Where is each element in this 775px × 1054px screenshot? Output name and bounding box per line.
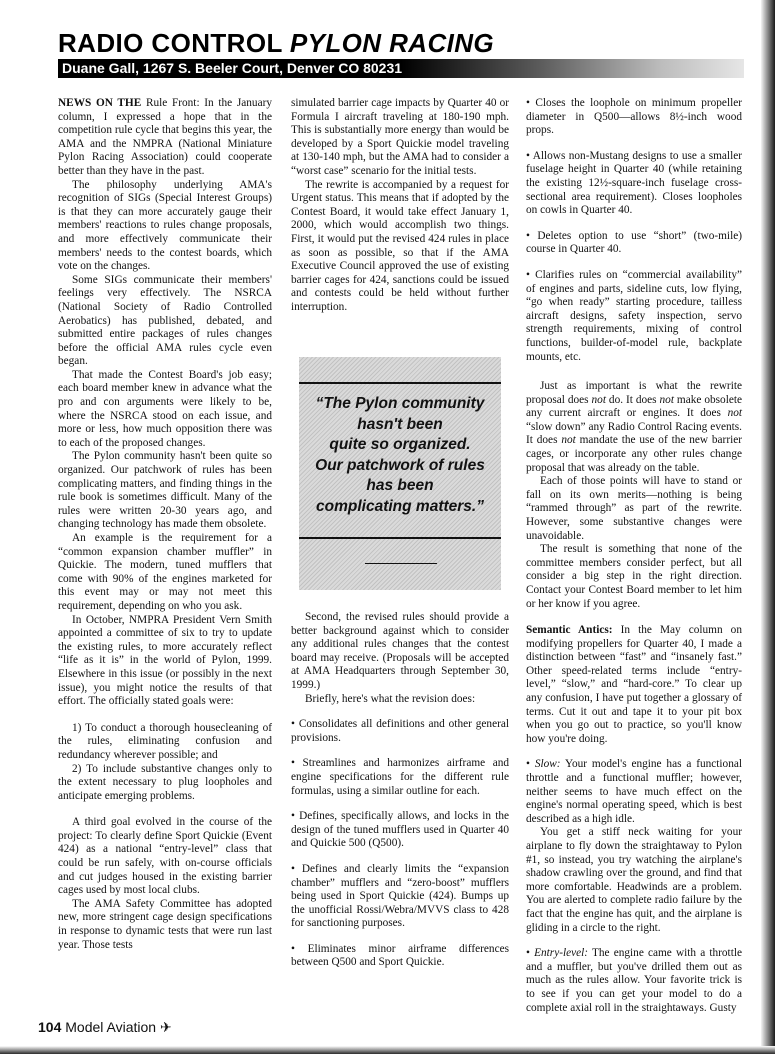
section-lead: Semantic Antics: — [526, 624, 613, 637]
pull-quote-line: hasn't been — [357, 415, 443, 433]
title-italic: PYLON RACING — [289, 28, 495, 58]
column-1 — [58, 97, 272, 952]
paragraph: The AMA Safety Committee has adopted new, more stringent cage design specifications in response to dynamic tests that were run last year. Those tests — [58, 897, 272, 951]
emphasis: not — [727, 407, 742, 420]
bullet-item: • Defines, specifically allows, and locks in the design of the tuned mufflers used in Quarter 40 and Quickie 500 (Q500). — [291, 810, 509, 850]
byline-text: Duane Gall, 1267 S. Beeler Court, Denver CO 80231 — [62, 60, 403, 76]
page-footer — [38, 1019, 172, 1036]
goal-item: 1) To conduct a thorough housecleaning of the rules, eliminating confusion and redundancy wherever possible; and — [58, 721, 272, 761]
paragraph — [526, 624, 742, 746]
emphasis: not — [659, 393, 674, 406]
lead-in: NEWS ON THE — [58, 97, 142, 109]
page-number: 104 — [38, 1019, 62, 1035]
paragraph: The rewrite is accompanied by a request for Urgent status. This means that if adopted by the Contest Board, it would take effect January 1, 2000, which would accomplish two things. First, it would put the revised 424 rules in place as soon as possible, so that if the AMA Executive Council approved the use of existing barrier cages for 424, sanctions could be issued and contests could be held without further interruption. — [291, 178, 509, 313]
glossary-item: • Slow: Your model's engine has a functional throttle and a functional muffler; however, neither seems to have much effect on the engine's normal operating speed, which is best described as a high idle. — [526, 758, 742, 825]
bullet-item: • Consolidates all definitions and other general provisions. — [291, 718, 509, 744]
bullet-item: • Clarifies rules on “commercial availability” of engines and parts, sideline cuts, low flying, “go when ready” starting procedure, tailless aircraft designs, safety inspection, servo strength requirements, mixing of control functions, builder-of-model rule, backplate mounts, etc. — [526, 268, 742, 363]
pull-quote — [299, 357, 501, 590]
airplane-icon: ✈ — [159, 1019, 172, 1035]
magazine-name: Model Aviation — [65, 1019, 157, 1035]
text-run: make obsolete any current aircraft or engines. It does — [526, 393, 742, 420]
page-edge-right — [761, 0, 775, 1054]
column-3-bottom — [526, 380, 742, 1015]
paragraph: An example is the requirement for a “common expansion chamber muffler” in Quickie. The modern, tuned mufflers that come with 90% of the engines marketed for this event may or may not meet this requirement, depending on who you ask. — [58, 532, 272, 612]
glossary-term: Entry-level: — [534, 947, 589, 960]
column-2-top — [291, 97, 509, 315]
paragraph: You get a stiff neck waiting for your airplane to fly down the straightaway to Pylon #1, so instead, you try watching the airplane's shadow crawling over the ground, and find that more comfortable. Headwinds are a problem. You are alerted to complete radio failure by the fact that the engine has quit, and the airplane is gliding in a circle to the right. — [526, 826, 742, 934]
paragraph: simulated barrier cage impacts by Quarter 40 or Formula I aircraft traveling at 180-190 mph. This is substantially more energy than would be developed by a Sport Quickie model traveling at 130-140 mph, but the AMA had to consider a “worst case” scenario for the initial tests. — [291, 97, 509, 177]
column-2-bottom — [291, 611, 509, 970]
pull-quote-line: Our patchwork of rules — [315, 456, 485, 474]
paragraph: The philosophy underlying AMA's recognition of SIGs (Special Interest Groups) is that they can more accurately gauge their members' reactions to rules change proposals, and more effectively communicate their members' needs to the contest boards, which vote on the changes. — [58, 178, 272, 273]
bullet-item: • Deletes option to use “short” (two-mile) course in Quarter 40. — [526, 229, 742, 256]
page-edge-bottom — [0, 1046, 775, 1054]
glossary-item: • Entry-level: The engine came with a throttle and a muffler, but you've drilled them out as much as the rules allow. Your favorite trick is to see if you can get your model to do a complete axial roll in the straightaways. Gusty — [526, 947, 742, 1014]
paragraph: Second, the revised rules should provide a better background against which to consider any additional rules changes that the contest board may receive. (Proposals will be accepted at AMA Headquarters through September 30, 1999.) — [291, 611, 509, 691]
paragraph — [526, 380, 742, 475]
bullet-item: • Defines and clearly limits the “expansion chamber” mufflers and “zero-boost” mufflers being used in Sport Quickie (424). Bumps up the unofficial Rossi/Webra/MVVS class to 428 for sanctioning purposes. — [291, 862, 509, 930]
bullet-item: • Closes the loophole on minimum propeller diameter in Q500—allows 8½-inch wood props. — [526, 97, 742, 137]
glossary-term: Slow: — [534, 758, 561, 771]
pull-quote-line: “The Pylon community — [315, 395, 485, 412]
paragraph: Some SIGs communicate their members' feelings very effectively. The NSRCA (National Society of Radio Controlled Aerobatics) has published, debated, and submitted entire packages of rules changes before the official AMA rules cycle even began. — [58, 273, 272, 368]
emphasis: not — [561, 434, 576, 447]
text-run: In the May column on modifying propellers for Quarter 40, I made a distinction between “fast” and “insanely fast.” Other speed-related terms include “entry-level,” “slow,” and “hard-core.” To clear up any confusion, I have put together a glossary of terms. Cut it out and tape it to your pit box when you go out to practice, so you'll know how you're doing. — [526, 624, 742, 745]
bullet-item: • Allows non-Mustang designs to use a smaller fuselage height in Quarter 40 (while retaining the existing 12½-square-inch fuselage cross-sectional area requirement). Closes loopholes on cowls in Quarter 40. — [526, 149, 742, 217]
text-run: The engine came with a throttle and a muffler, but you've drilled them out as much as the rules allow. Your favorite trick is to see if you can get your model to do a complete axial roll in the straightaways. Gusty — [526, 947, 742, 1014]
paragraph: Each of those points will have to stand or fall on its own merits—nothing is being “rammed through” as part of the rewrite. However, some substantive changes were unavoidable. — [526, 475, 742, 542]
paragraph: A third goal evolved in the course of the project: To clearly define Sport Quickie (Event 424) as a national “entry-level” class that could be run safely, with on-course officials and cut judges housed in the existing barrier cages used by most local clubs. — [58, 816, 272, 897]
bullet-item: • Streamlines and harmonizes airframe and engine specifications for the different rule formulas, using a similar outline for each. — [291, 757, 509, 797]
text-run: “slow down” any Radio Control Racing events. It does — [526, 420, 742, 447]
pull-quote-rule-bottom — [299, 537, 501, 539]
text-run: Just as important is what the rewrite proposal does — [526, 380, 742, 406]
byline-bar — [58, 59, 744, 78]
paragraph: The Pylon community hasn't been quite so organized. Our patchwork of rules has been complicating matters, and finding things in the rule book is sometimes difficult. Many of the rules were written 20-30 years ago, and changing technology has made them obsolete. — [58, 450, 272, 531]
column-3-top — [526, 97, 742, 364]
pull-quote-rule-top — [299, 382, 501, 384]
paragraph: In October, NMPRA President Vern Smith appointed a committee of six to try to update the existing rules, to more accurately reflect “life as it is” in the world of Pylon, 1999. Elsewhere in this issue (or possibly in the next issue), you might notice the results of that effort. The officially stated goals were: — [58, 613, 272, 708]
bullet-item: • Eliminates minor airframe differences between Q500 and Sport Quickie. — [291, 942, 509, 969]
article-title — [58, 28, 494, 59]
paragraph — [58, 97, 272, 179]
pull-quote-line: complicating matters.” — [316, 497, 484, 515]
pull-quote-line: has been — [366, 477, 434, 494]
text-run: Your model's engine has a functional throttle and a functional muffler; however, neither seems to have much effect on the engine's normal operating speed, which is best described as a high idle. — [526, 758, 742, 825]
goal-item: 2) To include substantive changes only to the extent necessary to plug loopholes and anticipate emerging problems. — [58, 762, 272, 802]
paragraph-text: Rule Front: In the January column, I expressed a hope that in the competition rule cycle that begins this year, the AMA and the NMPRA (National Miniature Pylon Racing Association) could cooperate better than they have in the past. — [58, 97, 272, 177]
title-main: RADIO CONTROL — [58, 28, 283, 58]
text-run: do. It does — [605, 393, 660, 406]
pull-quote-text — [299, 394, 501, 517]
pull-quote-short-rule — [365, 563, 437, 564]
pull-quote-line: quite so organized. — [329, 436, 471, 453]
text-run: mandate the use of the new barrier cages, or incorporate any other rules change proposal that was already on the table. — [526, 434, 743, 474]
emphasis: not — [591, 393, 606, 406]
paragraph: Briefly, here's what the revision does: — [305, 692, 476, 705]
paragraph: The result is something that none of the committee members consider perfect, but all consider a big step in the right direction. Contact your Contest Board member to let him or her know if you agree. — [526, 543, 742, 610]
paragraph: That made the Contest Board's job easy; each board member knew in advance what the pro and con arguments were likely to be, where the NSRCA stood on each issue, and more or less, how much opposition there was to each of the proposed changes. — [58, 368, 272, 449]
